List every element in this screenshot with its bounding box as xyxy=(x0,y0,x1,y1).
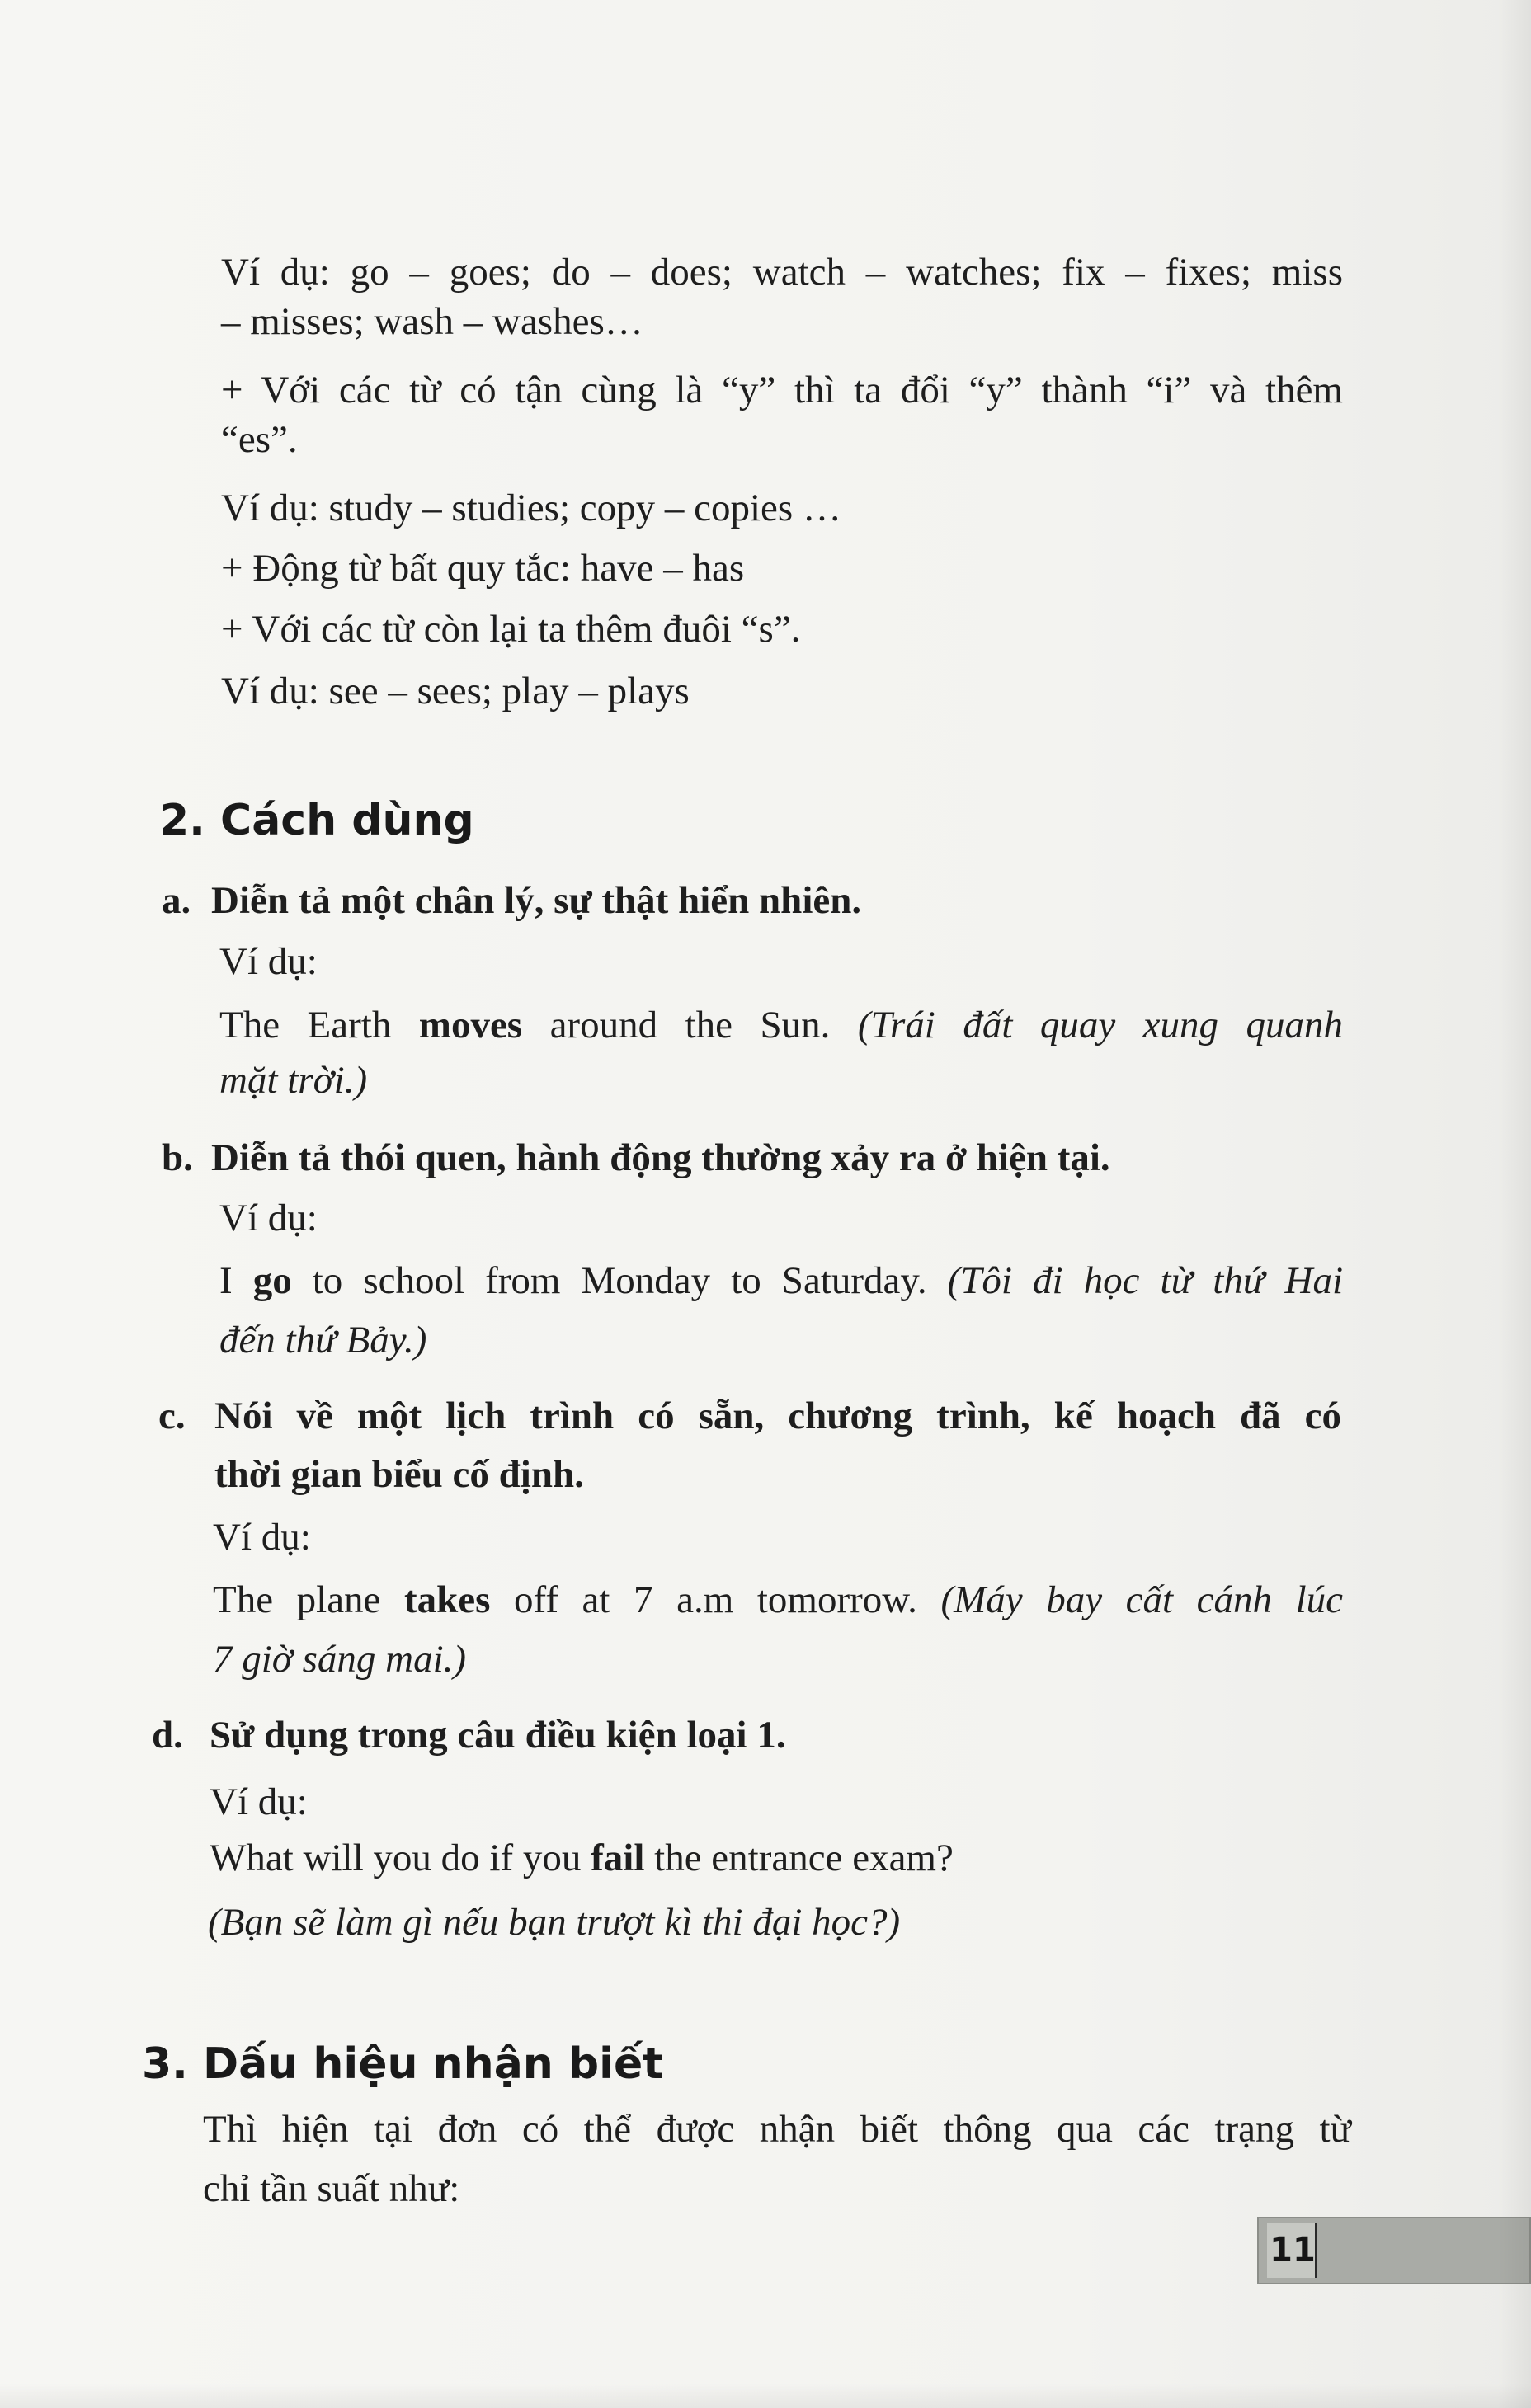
example-translation: (Tôi đi học từ thứ Hai xyxy=(947,1259,1343,1302)
usage-b-title xyxy=(162,1133,1110,1183)
text-line: Thì hiện tại đơn có thể được nhận biết thông qua các trạng từ xyxy=(203,2108,1351,2151)
page-edge-shadow xyxy=(0,2383,1531,2408)
example-translation: đến thứ Bảy.) xyxy=(219,1319,427,1362)
example-sentence xyxy=(210,1833,954,1883)
usage-a-title xyxy=(162,876,861,925)
text-line: + Với các từ có tận cùng là “y” thì ta đổi “y” thành “i” và thêm xyxy=(221,369,1343,412)
example-translation: (Bạn sẽ làm gì nếu bạn trượt kì thi đại học?) xyxy=(208,1901,901,1944)
example-text: around the Sun. xyxy=(522,1004,858,1046)
text-line: “es”. xyxy=(221,418,298,461)
text-line: chỉ tần suất như: xyxy=(203,2167,460,2210)
example-translation: 7 giờ sáng mai.) xyxy=(213,1638,467,1681)
example-text: The Earth xyxy=(219,1004,419,1046)
page-edge-shadow xyxy=(1498,0,1531,2408)
item-title: Nói về một lịch trình có sẵn, chương trình, kế hoạch đã có xyxy=(214,1394,1341,1437)
text-line: + Động từ bất quy tắc: have – has xyxy=(221,547,745,590)
item-label: c. xyxy=(158,1394,186,1437)
item-title: thời gian biểu cố định. xyxy=(214,1453,584,1496)
text-line: Ví dụ: go – goes; do – does; watch – watches; fix – fixes; miss xyxy=(221,251,1343,294)
usage-c-title xyxy=(158,1391,1341,1441)
example-translation xyxy=(213,1634,466,1684)
item-label: b. xyxy=(162,1136,193,1179)
example-text: off at 7 a.m tomorrow. xyxy=(490,1578,941,1621)
example-sentence xyxy=(219,1256,1343,1305)
example-text: the entrance exam? xyxy=(644,1837,954,1879)
example-text: to school from Monday to Saturday. xyxy=(291,1259,948,1302)
item-title: Sử dụng trong câu điều kiện loại 1. xyxy=(210,1714,786,1757)
section-heading: 3. Dấu hiệu nhận biết xyxy=(142,2039,664,2089)
example-text: The plane xyxy=(213,1578,404,1621)
page-number: 11 xyxy=(1270,2232,1316,2269)
section-heading: 2. Cách dùng xyxy=(159,796,474,845)
item-label: a. xyxy=(162,879,191,922)
text-line: + Với các từ còn lại ta thêm đuôi “s”. xyxy=(221,608,801,651)
example-translation xyxy=(219,1315,426,1365)
example-verb: fail xyxy=(591,1837,645,1879)
example-label: Ví dụ: xyxy=(219,940,318,983)
example-translation xyxy=(219,1056,367,1105)
example-translation xyxy=(208,1898,900,1947)
example-sentence xyxy=(219,1000,1343,1050)
text-line: Ví dụ: study – studies; copy – copies … xyxy=(221,487,841,529)
item-title: Diễn tả một chân lý, sự thật hiển nhiên. xyxy=(211,879,862,922)
example-translation: mặt trời.) xyxy=(219,1059,368,1102)
example-translation: (Trái đất quay xung quanh xyxy=(857,1004,1344,1046)
text-line: – misses; wash – washes… xyxy=(221,300,643,343)
item-title: Diễn tả thói quen, hành động thường xảy ra ở hiện tại. xyxy=(211,1136,1110,1179)
example-verb: takes xyxy=(404,1578,491,1621)
usage-d-title xyxy=(152,1710,786,1760)
example-translation: (Máy bay cất cánh lúc xyxy=(940,1578,1343,1621)
example-sentence xyxy=(213,1575,1343,1625)
item-label: d. xyxy=(152,1714,183,1757)
example-label: Ví dụ: xyxy=(213,1516,311,1559)
example-label: Ví dụ: xyxy=(210,1780,308,1823)
example-text: I xyxy=(219,1259,253,1302)
usage-c-title-cont xyxy=(214,1450,584,1499)
example-text: What will you do if you xyxy=(210,1837,591,1879)
example-verb: moves xyxy=(418,1004,523,1046)
example-verb: go xyxy=(252,1259,292,1302)
example-label: Ví dụ: xyxy=(219,1197,318,1239)
text-line: Ví dụ: see – sees; play – plays xyxy=(221,670,690,713)
